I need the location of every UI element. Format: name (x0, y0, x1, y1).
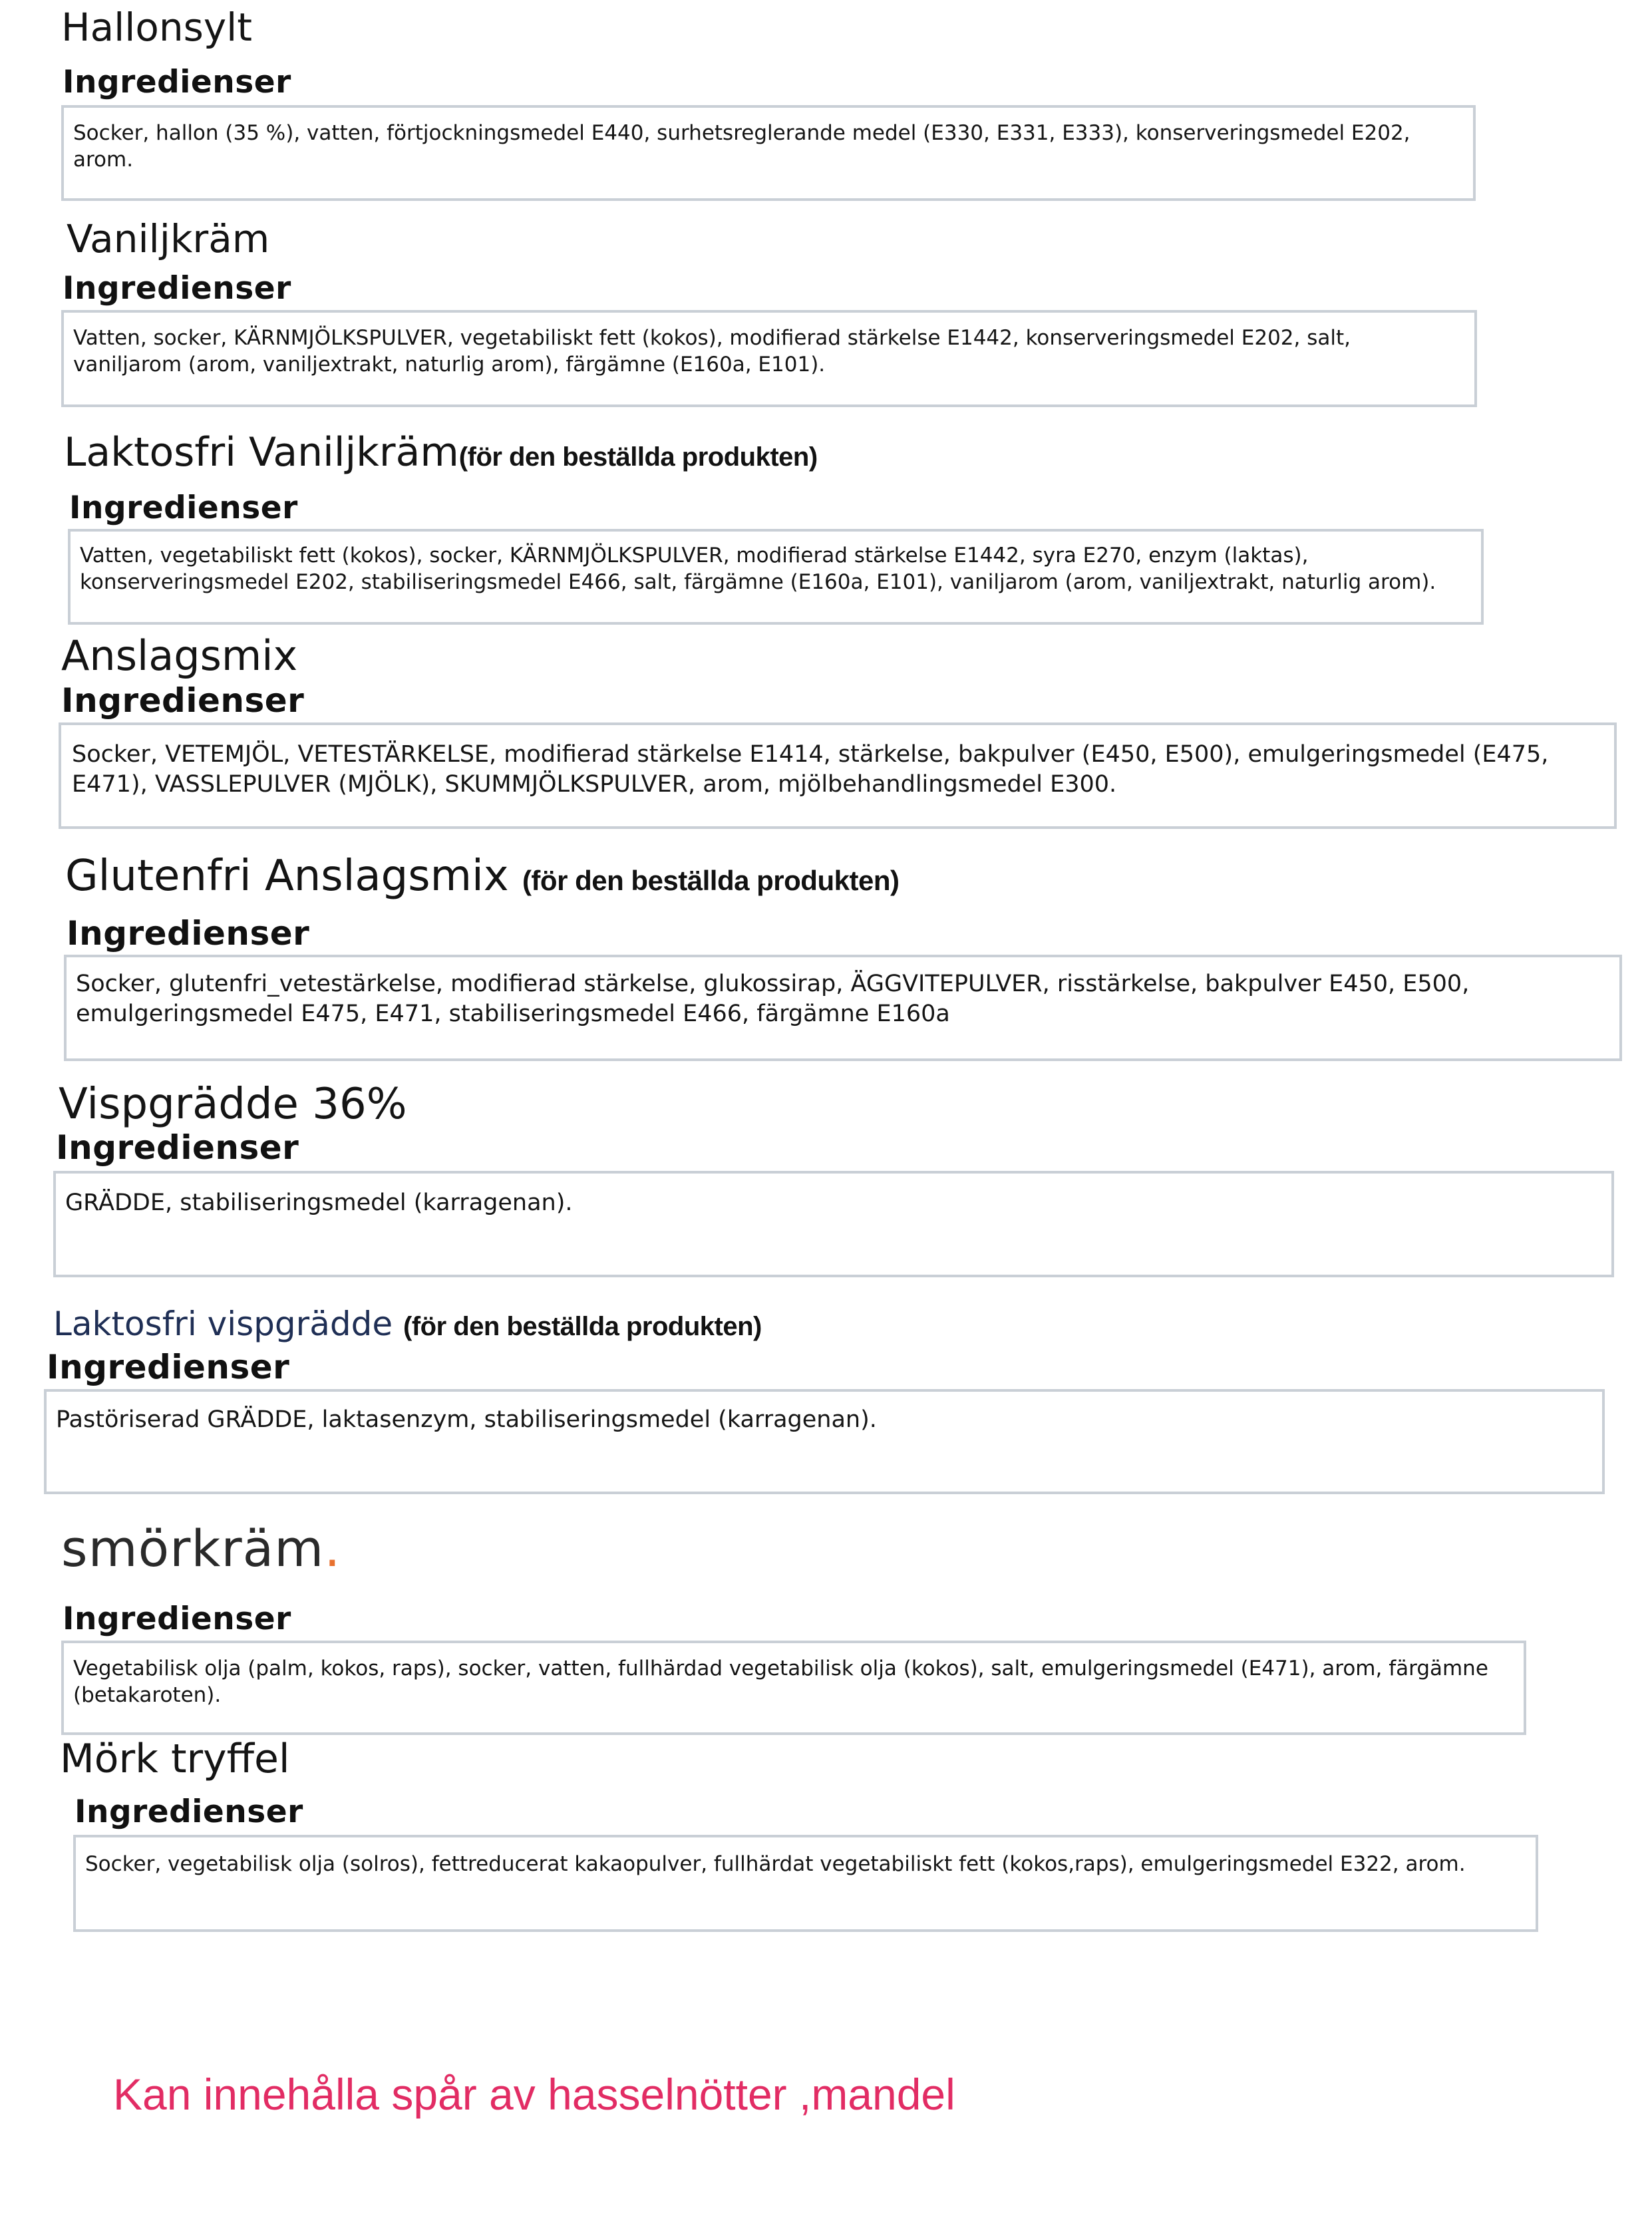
title-text: Vispgrädde 36% (59, 1080, 407, 1129)
title-dot: . (324, 1519, 341, 1578)
ingredients-text: Socker, hallon (35 %), vatten, förtjockningsmedel E440, surhetsreglerande medel (E330, E331, E333), konserveringsmedel E202, arom. (73, 121, 1410, 172)
ingredients-text: GRÄDDE, stabiliseringsmedel (karragenan). (65, 1189, 573, 1216)
section-title-laktosfri-vispgradde (53, 1307, 762, 1341)
ingredients-box (59, 722, 1617, 829)
order-note: (för den beställda produkten) (458, 442, 818, 472)
order-note: (för den beställda produkten) (522, 865, 900, 896)
allergen-warning: Kan innehålla spår av hasselnötter ,mandel (113, 2070, 955, 2119)
title-text: Mörk tryffel (60, 1736, 290, 1782)
ingredients-box (53, 1171, 1614, 1277)
title-text: Anslagsmix (61, 631, 298, 680)
ingredients-box (64, 955, 1622, 1061)
section-title-smorkram (61, 1519, 341, 1578)
section-title-hallonsylt (61, 5, 253, 50)
ingredients-box (61, 1641, 1526, 1735)
ingredients-label: Ingredienser (69, 490, 298, 526)
ingredients-box (73, 1835, 1538, 1932)
ingredients-text: Socker, VETEMJÖL, VETESTÄRKELSE, modifierad stärkelse E1414, stärkelse, bakpulver (E450, E500), emulgeringsmedel (E475, E471), VASSLEPULVER (MJÖLK), SKUMMJÖLKSPULVER, arom, mjölbehandlingsmedel E300. (72, 741, 1549, 798)
ingredients-label: Ingredienser (56, 1128, 299, 1167)
ingredients-text: Vatten, vegetabiliskt fett (kokos), socker, KÄRNMJÖLKSPULVER, modifierad stärkelse E1442, syra E270, enzym (laktas), konserveringsmedel E202, stabiliseringsmedel E466, salt, färgämne (E160a, E101), vaniljarom (arom, vaniljextrakt, naturlig arom). (80, 544, 1436, 594)
section-title-vaniljkram (67, 216, 270, 261)
title-text: Glutenfri Anslagsmix (65, 852, 509, 901)
ingredients-text: Vegetabilisk olja (palm, kokos, raps), socker, vatten, fullhärdad vegetabilisk olja (kokos), salt, emulgeringsmedel (E471), arom, färgämne (betakaroten). (73, 1657, 1488, 1707)
ingredients-label: Ingredienser (47, 1348, 290, 1386)
ingredients-label: Ingredienser (61, 681, 305, 720)
ingredients-label: Ingredienser (63, 64, 291, 100)
title-text: smörkräm (61, 1519, 325, 1578)
ingredients-box (61, 105, 1476, 201)
ingredients-text: Vatten, socker, KÄRNMJÖLKSPULVER, vegetabiliskt fett (kokos), modifierad stärkelse E1442, konserveringsmedel E202, salt, vaniljarom (arom, vaniljextrakt, naturlig arom), färgämne (E160a, E101). (73, 326, 1351, 377)
ingredients-text: Socker, vegetabilisk olja (solros), fettreducerat kakaopulver, fullhärdat vegetabiliskt fett (kokos,raps), emulgeringsmedel E322, arom. (85, 1852, 1466, 1876)
ingredients-label: Ingredienser (67, 914, 310, 953)
section-title-vispgradde (59, 1080, 407, 1129)
ingredients-box (44, 1389, 1605, 1494)
title-text: Hallonsylt (61, 5, 253, 50)
section-title-mork-tryffel (60, 1736, 290, 1782)
ingredients-box (61, 310, 1477, 407)
section-title-anslagsmix (61, 631, 298, 680)
title-text: Laktosfri Vaniljkräm (64, 429, 459, 476)
ingredients-label: Ingredienser (75, 1794, 303, 1830)
ingredients-text: Socker, glutenfri_vetestärkelse, modifierad stärkelse, glukossirap, ÄGGVITEPULVER, risstärkelse, bakpulver E450, E500, emulgeringsmedel E475, E471, stabiliseringsmedel E466, färgämne E160a (76, 971, 1470, 1027)
ingredients-label: Ingredienser (63, 1601, 291, 1637)
ingredients-text: Pastöriserad GRÄDDE, laktasenzym, stabiliseringsmedel (karragenan). (56, 1406, 877, 1433)
order-note: (för den beställda produkten) (403, 1312, 762, 1341)
section-title-glutenfri-anslagsmix (65, 852, 900, 901)
title-text: Vaniljkräm (67, 216, 270, 261)
section-title-laktosfri-vaniljkram (64, 429, 818, 476)
ingredients-label: Ingredienser (63, 270, 291, 307)
title-text: Laktosfri vispgrädde (53, 1305, 393, 1343)
ingredients-box (68, 529, 1484, 625)
